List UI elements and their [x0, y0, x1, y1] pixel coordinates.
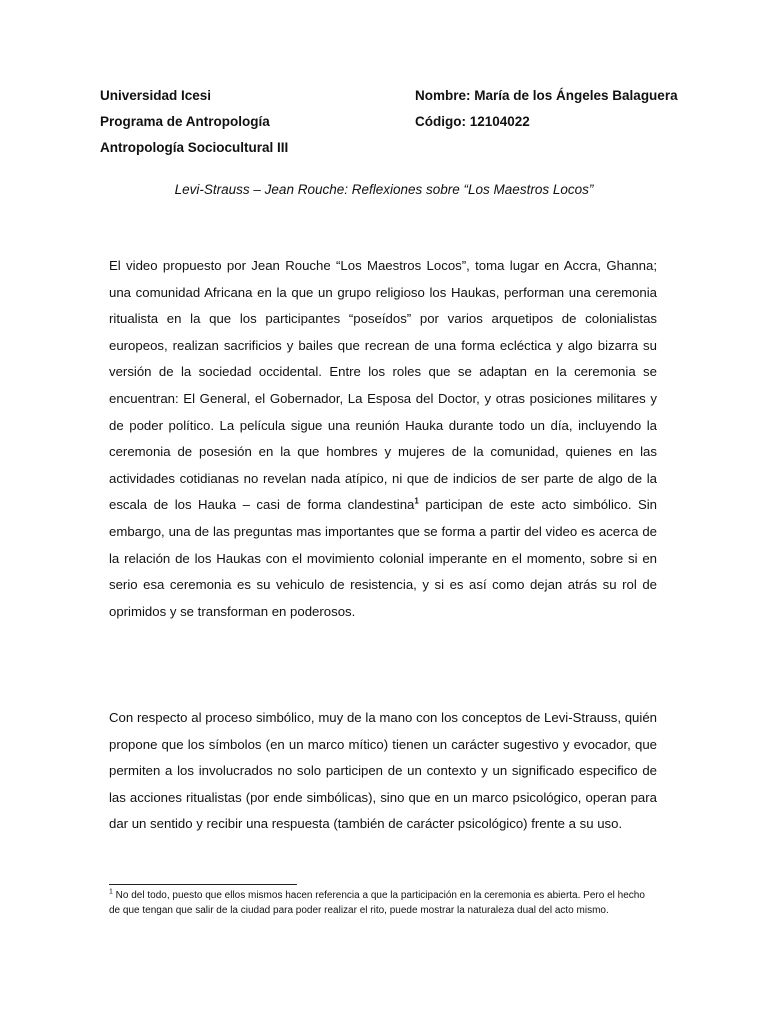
paragraph-1-text-b: participan de este acto simbólico. Sin embargo, una de las preguntas mas importantes que se forma a partir del video es acerca de la relación de los Haukas con el movimiento colonial imperante en el momento, sobre si en serio esa ceremonia es su vehiculo de resistencia, y si es así como dejan atrás su rol de oprimidos y se transforman en poderosos.: [109, 497, 658, 619]
footnote-reference[interactable]: 1: [414, 496, 419, 506]
footnote-separator: [109, 884, 297, 885]
course-name: Antropología Sociocultural III: [100, 140, 289, 155]
paragraph-2: Con respecto al proceso simbólico, muy de la mano con los conceptos de Levi-Strauss, quién propone que los símbolos (en un marco mítico) tienen un carácter sugestivo y evocador, que permiten a los involucrados no solo participen de un contexto y un significado especifico de las acciones ritualistas (por ende simbólicas), sino que en un marco psicológico, operan para dar un sentido y recibir una respuesta (también de carácter psicológico) frente a su uso.: [109, 710, 657, 832]
program-name: Programa de Antropología: [100, 114, 270, 129]
document-title: Levi-Strauss – Jean Rouche: Reflexiones sobre “Los Maestros Locos”: [174, 182, 594, 197]
paragraph-1: [109, 253, 657, 625]
paragraph-1-text-a: El video propuesto por Jean Rouche “Los Maestros Locos”, toma lugar en Accra, Ghanna; una comunidad Africana en la que un grupo religioso los Haukas, performan una ceremonia ritualista en la que los participantes “poseídos” por varios arquetipos de colonialistas europeos, realizan sacrificios y bailes que recrean de una forma ecléctica y algo bizarra su versión de la sociedad occidental. Entre los roles que se adaptan en la ceremonia se encuentran: El General, el Gobernador, La Esposa del Doctor, y otras posiciones militares y de poder político. La película sigue una reunión Hauka durante todo un día, incluyendo la ceremonia de posesión en la que hombres y mujeres de la comunidad, quienes en las actividades cotidianas no revelan nada atípico, ni que de indicios de ser parte de algo de la escala de los Hauka – casi de forma clandestina: [109, 258, 657, 513]
university-name: Universidad Icesi: [100, 88, 212, 103]
footnote-number: 1: [109, 888, 113, 896]
footnote-text: No del todo, puesto que ellos mismos hacen referencia a que la participación en la ceremonia es abierta. Pero el hecho de que tengan que salir de la ciudad para poder realizar el rito, puede mostrar la naturaleza dual del acto mismo.: [109, 890, 645, 916]
footnote: [109, 889, 657, 918]
student-code: Código: 12104022: [415, 114, 530, 129]
student-name: Nombre: María de los Ángeles Balaguera: [415, 88, 678, 103]
